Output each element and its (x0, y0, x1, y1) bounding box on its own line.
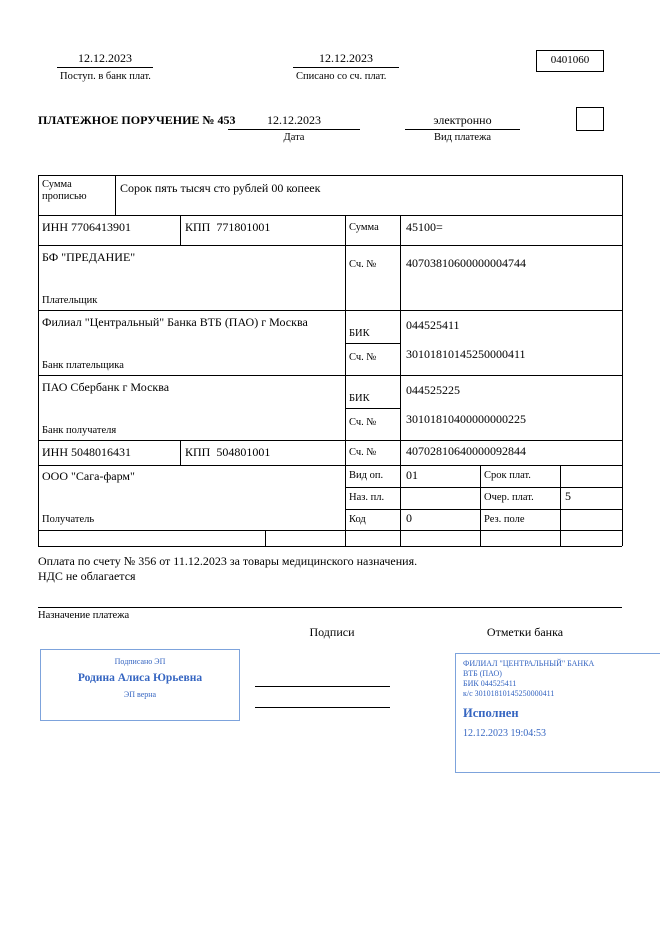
purpose-line-1: Оплата по счету № 356 от 11.12.2023 за товары медицинского назначения. (38, 554, 418, 568)
underline (38, 607, 622, 608)
status-code-box (576, 107, 604, 131)
received-in-bank-label: Поступ. в банк плат. (60, 71, 151, 82)
form-code-box: 0401060 (536, 50, 604, 72)
bank-stamp-line-4: к/с 30101810145250000411 (463, 689, 555, 698)
payer-inn: ИНН 7706413901 (42, 220, 131, 234)
table-border (180, 215, 181, 245)
payer-bank-bik: 044525411 (406, 318, 460, 332)
document-date-label: Дата (283, 132, 305, 143)
payee-account: 40702810640000092844 (406, 444, 526, 458)
operation-type-label: Вид оп. (349, 470, 384, 481)
table-border (480, 465, 481, 546)
payer-account-label: Сч. № (349, 259, 377, 270)
bank-stamp (455, 653, 660, 773)
payer-bank-bik-label: БИК (349, 328, 370, 339)
priority-label: Очер. плат. (484, 492, 534, 503)
payment-kind-label: Вид платежа (433, 132, 491, 143)
bank-stamp-datetime: 12.12.2023 19:04:53 (463, 728, 547, 739)
signature-line (255, 707, 390, 708)
reserve-field-label: Рез. поле (484, 514, 525, 525)
table-border (38, 175, 39, 546)
table-border (115, 175, 116, 215)
table-border (345, 509, 622, 510)
debited-from-account-label: Списано со сч. плат. (296, 71, 387, 82)
payee-kpp: КПП 504801001 (185, 445, 271, 459)
payee-bank-account-label: Сч. № (349, 417, 377, 428)
table-border (345, 487, 622, 488)
table-border (38, 310, 622, 311)
payer-bank-account-label: Сч. № (349, 352, 377, 363)
payer-account: 40703810600000004744 (406, 256, 526, 270)
table-border (560, 465, 561, 546)
table-border (38, 546, 622, 547)
amount-words-value: Сорок пять тысяч сто рублей 00 копеек (120, 181, 321, 195)
payee-bank-name: ПАО Сбербанк г Москва (42, 380, 170, 394)
table-border (265, 530, 266, 546)
debited-from-account-date: 12.12.2023 (319, 51, 373, 65)
signature-line (255, 686, 390, 687)
table-border (38, 375, 622, 376)
document-date: 12.12.2023 (267, 113, 321, 127)
signatures-label: Подписи (309, 625, 355, 639)
payee-section-label: Получатель (42, 514, 95, 525)
payee-bank-section-label: Банк получателя (42, 425, 117, 436)
table-border (38, 530, 622, 531)
underline (228, 129, 360, 130)
table-border (38, 215, 622, 216)
received-in-bank-date: 12.12.2023 (78, 51, 132, 65)
payer-bank-name: Филиал "Центральный" Банка ВТБ (ПАО) г Москва (42, 315, 308, 329)
table-border (622, 175, 623, 546)
table-border (345, 343, 400, 344)
underline (405, 129, 520, 130)
signer-name: Родина Алиса Юрьевна (77, 672, 203, 684)
table-border (38, 175, 622, 176)
payment-term-label: Срок плат. (484, 470, 531, 481)
table-border (400, 215, 401, 546)
payee-bank-bik-label: БИК (349, 393, 370, 404)
priority-value: 5 (565, 489, 571, 503)
payer-bank-section-label: Банк плательщика (42, 360, 124, 371)
payer-section-label: Плательщик (42, 295, 98, 306)
purpose-line-2: НДС не облагается (38, 569, 136, 583)
payee-name: ООО "Сага-фарм" (42, 469, 135, 483)
signature-stamp (40, 649, 240, 721)
underline (293, 67, 399, 68)
table-border (345, 215, 346, 546)
table-border (38, 440, 622, 441)
payee-bank-bik: 044525225 (406, 383, 460, 397)
payer-bank-account: 30101810145250000411 (406, 347, 526, 361)
signature-stamp-bottom: ЭП верна (123, 690, 157, 699)
bank-stamp-line-2: ВТБ (ПАО) (463, 669, 502, 678)
table-border (180, 440, 181, 465)
amount-words-label: Сумма прописью (42, 179, 87, 202)
operation-type-value: 01 (406, 468, 418, 482)
table-border (38, 465, 622, 466)
bank-stamp-line-1: ФИЛИАЛ "ЦЕНТРАЛЬНЫЙ" БАНКА (463, 659, 595, 668)
payee-inn: ИНН 5048016431 (42, 445, 131, 459)
payer-name: БФ "ПРЕДАНИЕ" (42, 250, 136, 264)
table-border (38, 245, 622, 246)
payee-account-label: Сч. № (349, 447, 377, 458)
purpose-section-label: Назначение платежа (38, 610, 130, 621)
code-label: Код (349, 514, 366, 525)
document-title: ПЛАТЕЖНОЕ ПОРУЧЕНИЕ № 453 (38, 113, 236, 127)
bank-marks-label: Отметки банка (486, 625, 564, 639)
table-border (345, 408, 400, 409)
underline (57, 67, 153, 68)
sum-value: 45100= (406, 220, 443, 234)
bank-stamp-line-3: БИК 044525411 (463, 679, 517, 688)
purpose-code-label: Наз. пл. (349, 492, 385, 503)
bank-stamp-status: Исполнен (463, 706, 519, 720)
payer-kpp: КПП 771801001 (185, 220, 271, 234)
sum-label: Сумма (349, 222, 379, 233)
payment-kind-value: электронно (433, 113, 492, 127)
code-value: 0 (406, 511, 412, 525)
payee-bank-account: 30101810400000000225 (406, 412, 526, 426)
signature-stamp-top: Подписано ЭП (114, 657, 166, 666)
